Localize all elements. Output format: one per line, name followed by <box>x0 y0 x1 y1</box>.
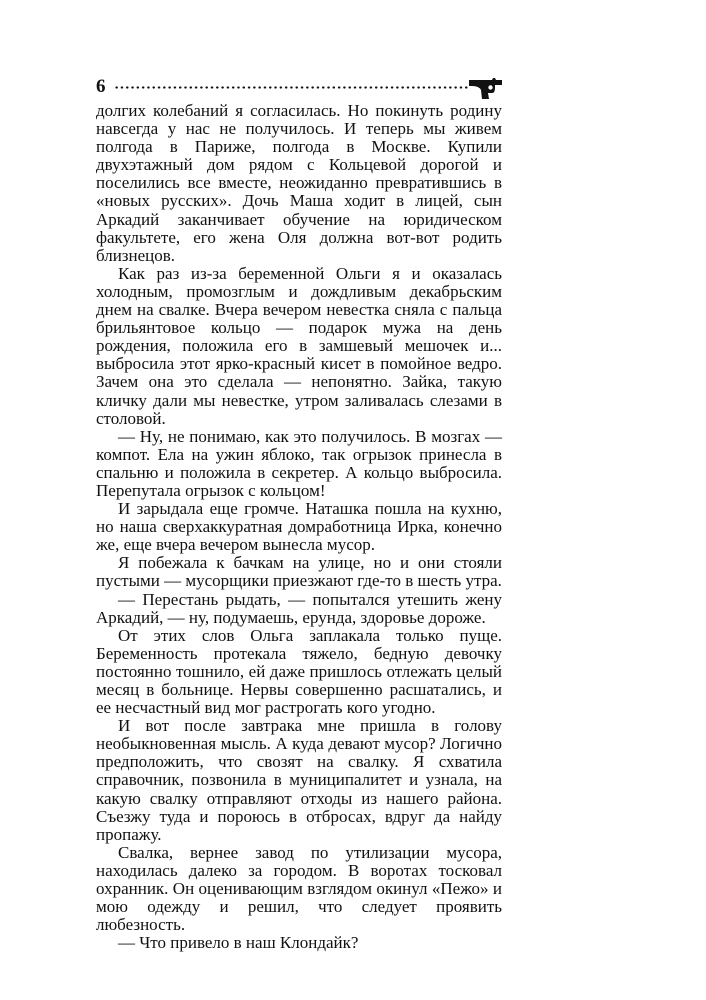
paragraph: Как раз из-за беременной Ольги я и оказалась холодным, промозглым и дождливым декабрьским днем на свалке. Вчера вечером невестка сняла с пальца брильянтовое кольцо — подарок мужа на день рождения, положила его в замшевый мешочек и... выбросила этот ярко-красный кисет в помойное ведро. Зачем она это сделала — непонятно. Зайка, такую кличку дали мы невестке, утром заливалась слезами в столовой. <box>96 263 502 428</box>
page-header <box>96 72 502 102</box>
paragraph: И зарыдала еще громче. Наташка пошла на кухню, но наша сверхаккуратная домработница Ирка, конечно же, еще вчера вечером вынесла мусор. <box>96 499 502 555</box>
paragraph: И вот после завтрака мне пришла в голову необыкновенная мысль. А куда девают мусор? Логично предположить, что свозят на свалку. Я схватила справочник, позвонила в муниципалитет и узнала, на какую свалку отправляют отходы из нашего района. Съезжу туда и пороюсь в отбросах, вдруг да найду пропажу. <box>96 716 502 844</box>
paragraph: Свалка, вернее завод по утилизации мусора, находилась далеко за городом. В воротах тосковал охранник. Он оценивающим взглядом окинул «Пежо» и мою одежду и решил, что следует проявить любезность. <box>96 842 502 935</box>
paragraph: долгих колебаний я согласилась. Но покинуть родину навсегда у нас не получилось. И теперь мы живем полгода в Париже, полгода в Москве. Купили двухэтажный дом рядом с Кольцевой дорогой и поселились все вместе, неожиданно превратившись в «новых русских». Дочь Маша ходит в лицей, сын Аркадий заканчивает обучение на юридическом факультете, его жена Оля должна вот-вот родить близнецов. <box>96 101 502 265</box>
revolver-icon <box>468 74 504 100</box>
paragraph: — Ну, не понимаю, как это получилось. В мозгах — компот. Ела на ужин яблоко, так огрызок принесла в спальню и положила в секретер. А кольцо выбросила. Перепутала огрызок с кольцом! <box>96 426 502 500</box>
paragraph: Я побежала к бачкам на улице, но и они стояли пустыми — мусорщики приезжают где-то в шесть утра. <box>96 553 502 591</box>
dotted-rule <box>114 86 470 89</box>
body-text <box>96 102 502 952</box>
page-number: 6 <box>96 76 106 97</box>
paragraph: — Перестань рыдать, — попытался утешить жену Аркадий, — ну, подумаешь, ерунда, здоровье дороже. <box>96 589 502 627</box>
paragraph: — Что привело в наш Клондайк? <box>118 933 359 953</box>
paragraph: От этих слов Ольга заплакала только пуще. Беременность протекала тяжело, бедную девочку постоянно тошнило, ей даже пришлось отлежать целый месяц в больнице. Нервы совершенно расшатались, и ее несчастный вид мог растрогать кого угодно. <box>96 625 502 718</box>
